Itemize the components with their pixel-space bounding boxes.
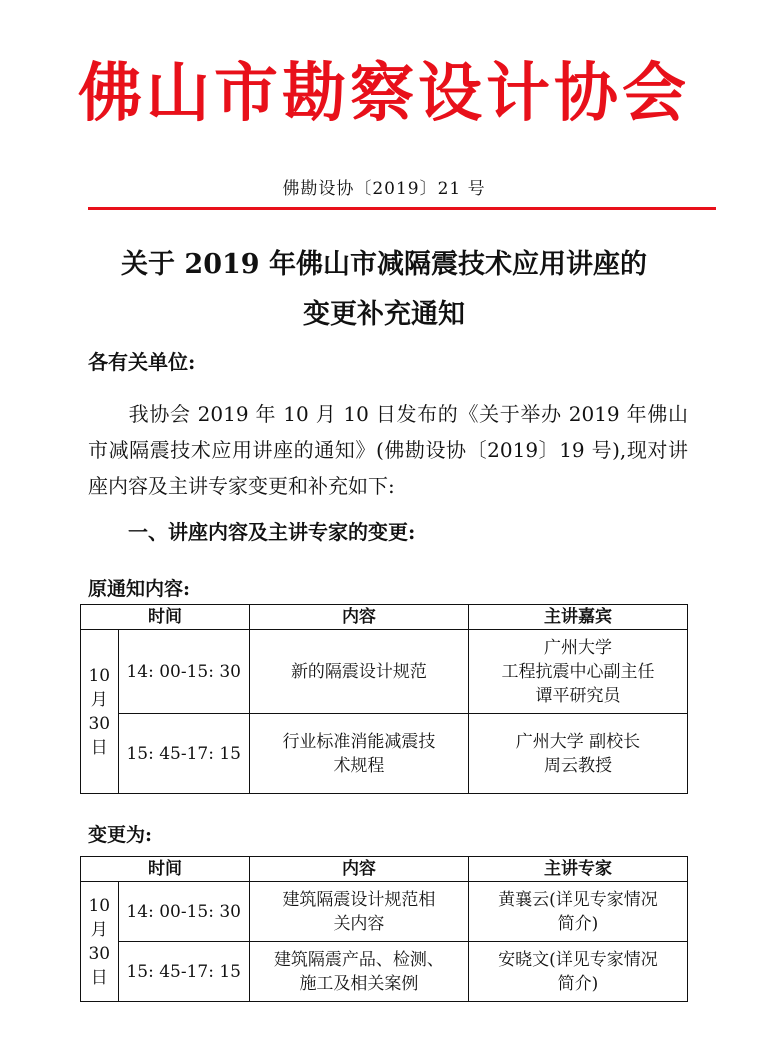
content-line: 行业标准消能减震技 [282, 731, 436, 752]
speaker-line: 谭平研究员 [535, 685, 621, 706]
header-content: 内容 [249, 857, 468, 882]
speaker-line: 工程抗震中心副主任 [501, 661, 655, 682]
time-cell: 15: 45-17: 15 [118, 942, 249, 1002]
content-line: 施工及相关案例 [299, 973, 419, 994]
content-line: 关内容 [333, 913, 385, 934]
time-cell: 14: 00-15: 30 [118, 882, 249, 942]
body-text: 我协会 2019 年 10 月 10 日发布的《关于举办 2019 年佛山市减隔震技术应用讲座的通知》(佛勘设协〔2019〕19 号),现对讲座内容及主讲专家变更和补充如下: [88, 402, 688, 498]
body-paragraph [88, 396, 688, 504]
table-header-row [81, 605, 688, 630]
header-divider [88, 207, 716, 210]
notice-title-line2: 变更补充通知 [303, 299, 465, 330]
header-speaker: 主讲专家 [468, 857, 687, 882]
date-part: 月 [90, 919, 108, 940]
original-schedule-table [80, 604, 688, 794]
speaker-line: 广州大学 副校长 [515, 731, 641, 752]
organization-title: 佛山市勘察设计协会 [78, 56, 690, 131]
speaker-cell [468, 714, 687, 794]
notice-title [0, 240, 768, 340]
date-part: 日 [90, 737, 108, 758]
table-row [81, 882, 688, 942]
content-cell [249, 630, 468, 714]
table-row [81, 714, 688, 794]
notice-title-line1: 关于 2019 年佛山市减隔震技术应用讲座的 [121, 249, 647, 280]
content-line: 建筑隔震产品、检测、 [273, 949, 444, 970]
date-part: 10 [88, 665, 111, 686]
speaker-line: 简介) [557, 913, 599, 934]
table-header-row [81, 857, 688, 882]
table-row [81, 942, 688, 1002]
changed-schedule-table [80, 856, 688, 1002]
speaker-cell [468, 882, 687, 942]
date-part: 月 [90, 689, 108, 710]
date-part: 10 [88, 895, 111, 916]
speaker-cell [468, 630, 687, 714]
date-part: 30 [88, 943, 111, 964]
speaker-line: 简介) [557, 973, 599, 994]
original-table-label: 原通知内容: [88, 578, 191, 600]
header-time: 时间 [81, 605, 250, 630]
speaker-line: 广州大学 [543, 637, 612, 658]
table-row [81, 630, 688, 714]
changed-table-label: 变更为: [88, 824, 153, 846]
content-line: 术规程 [333, 755, 385, 776]
speaker-line: 安晓文(详见专家情况 [498, 949, 658, 970]
header-speaker: 主讲嘉宾 [468, 605, 687, 630]
content-cell [249, 714, 468, 794]
header-time: 时间 [81, 857, 250, 882]
date-part: 日 [90, 967, 108, 988]
date-cell [81, 882, 119, 1002]
speaker-cell [468, 942, 687, 1002]
document-number: 佛勘设协〔2019〕21 号 [282, 179, 486, 199]
content-line: 建筑隔震设计规范相 [282, 889, 436, 910]
content-cell [249, 942, 468, 1002]
time-cell: 15: 45-17: 15 [118, 714, 249, 794]
date-cell [81, 630, 119, 794]
speaker-line: 黄襄云(详见专家情况 [498, 889, 658, 910]
content-cell [249, 882, 468, 942]
time-cell: 14: 00-15: 30 [118, 630, 249, 714]
speaker-line: 周云教授 [543, 755, 612, 776]
salutation: 各有关单位: [88, 350, 196, 374]
section-heading: 一、讲座内容及主讲专家的变更: [128, 520, 416, 544]
date-part: 30 [88, 713, 111, 734]
content-line: 新的隔震设计规范 [290, 661, 427, 682]
header-content: 内容 [249, 605, 468, 630]
